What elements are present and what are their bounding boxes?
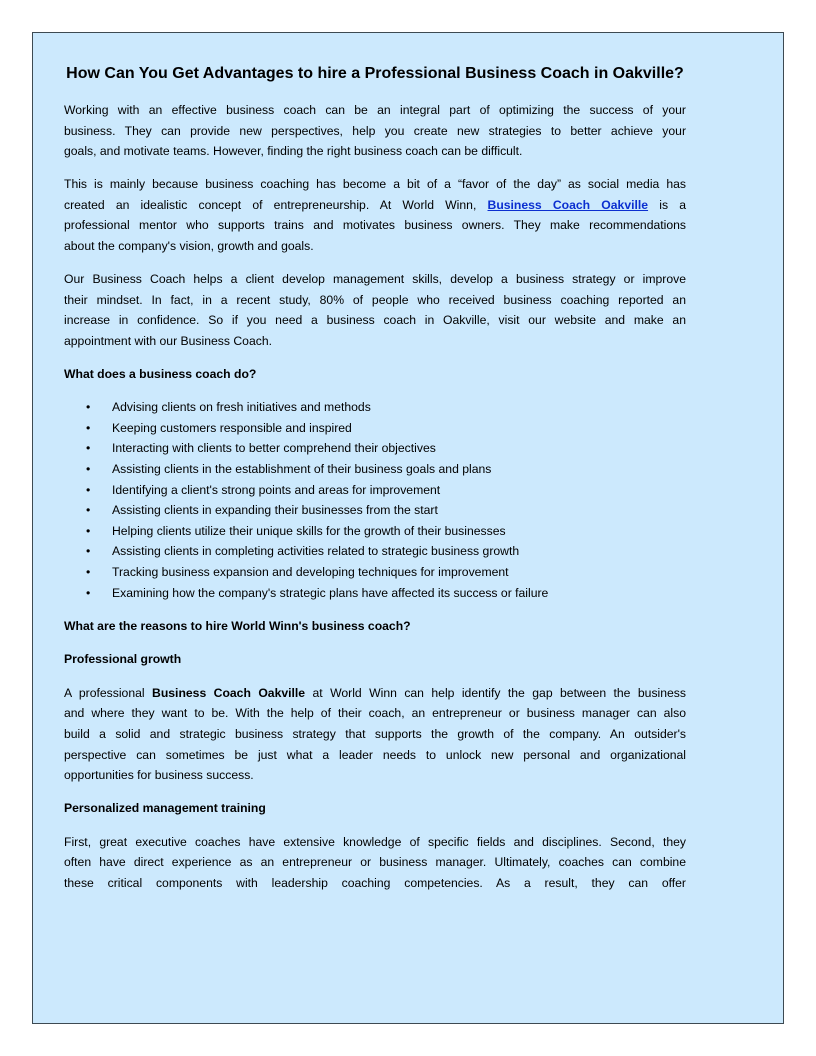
list-item-text: Examining how the company's strategic plans have affected its success or failure [112, 585, 549, 600]
text-line: First, great executive coaches have extensive knowledge of specific fields and disciplines. Second, they [64, 834, 686, 849]
bullet-icon: • [86, 544, 91, 559]
list-item [64, 459, 686, 480]
list-item-text: Advising clients on fresh initiatives and methods [112, 400, 371, 415]
text-line: these critical components with leadership coaching competencies. As a result, they can offer [64, 875, 686, 890]
text-segment: created an idealistic concept of entrepreneurship. At World Winn, [64, 197, 488, 212]
list-item-text: Tracking business expansion and developing techniques for improvement [112, 565, 509, 580]
text-line: and where they want to be. With the help of their coach, an entrepreneur or business manager can also [64, 706, 686, 721]
list-item-text: Assisting clients in expanding their businesses from the start [112, 503, 438, 518]
list-item [64, 438, 686, 459]
list-item [64, 583, 686, 604]
list-item [64, 500, 686, 521]
bullet-icon: • [86, 585, 91, 600]
bullet-icon: • [86, 462, 91, 477]
text-line: Working with an effective business coach can be an integral part of optimizing the success of your [64, 103, 686, 117]
text-line: business. They can provide new perspectives, help you create new strategies to better achieve your [64, 123, 686, 138]
bullet-icon: • [86, 523, 91, 538]
text-segment: is a [648, 197, 686, 212]
bullet-icon: • [86, 503, 91, 518]
document-content [64, 64, 686, 906]
text-line: professional mentor who supports trains and motivates business owners. They make recommendations [64, 218, 686, 233]
paragraph-favor [64, 174, 686, 256]
paragraph-intro [64, 100, 686, 162]
text-line: This is mainly because business coaching has become a bit of a “favor of the day” as social media has [64, 177, 686, 192]
list-item [64, 397, 686, 418]
list-item-text: Assisting clients in the establishment of their business goals and plans [112, 462, 492, 477]
bullet-icon: • [86, 482, 91, 497]
heading-reasons: What are the reasons to hire World Winn's business coach? [64, 618, 411, 633]
text-line: build a solid and strategic business strategy that supports the growth of the company. An outsider's [64, 727, 686, 741]
paragraph-business-coach [64, 269, 686, 351]
list-item [64, 521, 686, 542]
text-line: Our Business Coach helps a client develop management skills, develop a business strategy or improve [64, 271, 686, 286]
text-line: opportunities for business success. [64, 768, 254, 783]
bullet-icon: • [86, 441, 91, 456]
list-item [64, 562, 686, 583]
bullet-icon: • [86, 565, 91, 580]
list-item-text: Interacting with clients to better comprehend their objectives [112, 441, 436, 456]
text-segment: at World Winn can help identify the gap between the business [305, 685, 686, 700]
list-item [64, 541, 686, 562]
business-coach-oakville-link[interactable]: Business Coach Oakville [487, 197, 649, 212]
bullet-icon: • [86, 420, 91, 435]
paragraph-management-training [64, 832, 686, 894]
coach-duties-list [64, 397, 686, 603]
list-item-text: Helping clients utilize their unique skills for the growth of their businesses [112, 523, 506, 538]
text-line [64, 683, 686, 704]
page-title: How Can You Get Advantages to hire a Professional Business Coach in Oakville? [66, 65, 684, 82]
list-item-text: Keeping customers responsible and inspired [112, 420, 352, 435]
text-line: perspective can sometimes be just what a leader needs to unlock new personal and organizational [64, 747, 686, 762]
text-line: goals, and motivate teams. However, finding the right business coach can be difficult. [64, 144, 523, 159]
text-segment: A professional [64, 685, 153, 700]
paragraph-professional-growth [64, 683, 686, 786]
heading-management-training: Personalized management training [64, 801, 266, 816]
text-line: about the company's vision, growth and goals. [64, 238, 314, 253]
bold-text: Business Coach Oakville [152, 685, 306, 700]
text-line: increase in confidence. So if you need a business coach in Oakville, visit our website and make an [64, 313, 686, 328]
list-item-text: Assisting clients in completing activities related to strategic business growth [112, 544, 520, 559]
heading-professional-growth: Professional growth [64, 652, 182, 667]
text-line: appointment with our Business Coach. [64, 333, 272, 348]
text-line: often have direct experience as an entrepreneur or business manager. Ultimately, coaches can combine [64, 855, 686, 870]
text-line [64, 195, 686, 216]
list-item [64, 418, 686, 439]
heading-what-coach-does: What does a business coach do? [64, 366, 257, 381]
bullet-icon: • [86, 400, 91, 415]
text-line: their mindset. In fact, in a recent study, 80% of people who received business coaching reported an [64, 292, 686, 307]
list-item [64, 480, 686, 501]
list-item-text: Identifying a client's strong points and areas for improvement [112, 482, 441, 497]
